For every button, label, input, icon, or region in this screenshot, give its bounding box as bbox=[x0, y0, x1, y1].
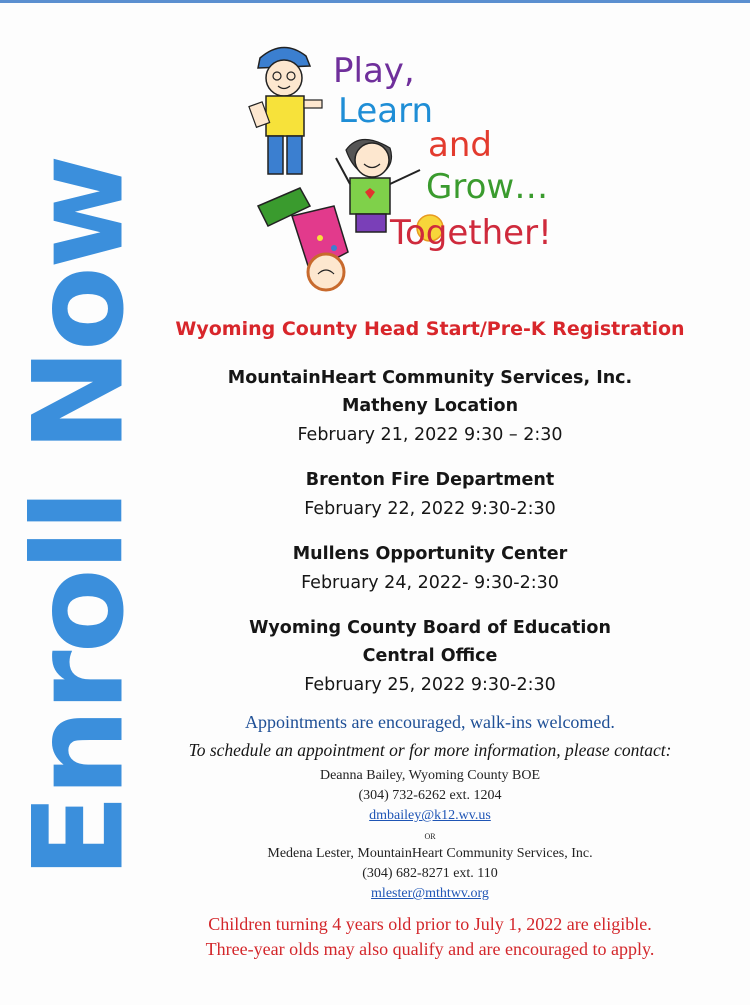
location-block-3 bbox=[150, 540, 710, 598]
location-1-subname: Matheny Location bbox=[341, 396, 519, 416]
boy-illustration bbox=[249, 47, 322, 174]
location-2-date: February 22, 2022 9:30-2:30 bbox=[304, 499, 556, 519]
location-1-name: MountainHeart Community Services, Inc. bbox=[227, 368, 633, 388]
location-1-date: February 21, 2022 9:30 – 2:30 bbox=[297, 425, 563, 445]
contact-2-phone: (304) 682-8271 ext. 110 bbox=[362, 866, 498, 881]
location-block-4 bbox=[150, 614, 710, 700]
location-3-name: Mullens Opportunity Center bbox=[292, 544, 568, 564]
eligibility-line-2: Three-year olds may also qualify and are encouraged to apply. bbox=[205, 939, 655, 959]
location-3-date: February 24, 2022- 9:30-2:30 bbox=[301, 573, 559, 593]
schedule-note: To schedule an appointment or for more information, please contact: bbox=[188, 740, 672, 760]
registration-title: Wyoming County Head Start/Pre-K Registration bbox=[175, 318, 685, 340]
contact-2-email-link[interactable]: mlester@mthtwv.org bbox=[371, 886, 489, 901]
eligibility-note bbox=[150, 912, 710, 962]
contact-2-name: Medena Lester, MountainHeart Community Services, Inc. bbox=[267, 846, 593, 861]
logo-grow: Grow… bbox=[426, 167, 549, 207]
location-4-subname: Central Office bbox=[362, 646, 498, 666]
location-4-date: February 25, 2022 9:30-2:30 bbox=[304, 675, 556, 695]
appointments-note: Appointments are encouraged, walk-ins welcomed. bbox=[245, 712, 615, 732]
logo-play: Play, bbox=[333, 51, 415, 91]
contact-1-email-link[interactable]: dmbailey@k12.wv.us bbox=[369, 808, 491, 823]
contact-2 bbox=[150, 844, 710, 904]
enroll-now-text: Enroll Now bbox=[7, 156, 152, 879]
enroll-now-banner bbox=[7, 45, 152, 990]
location-2-name: Brenton Fire Department bbox=[305, 470, 555, 490]
contact-1 bbox=[150, 766, 710, 826]
logo-and: and bbox=[428, 125, 492, 165]
contact-1-name: Deanna Bailey, Wyoming County BOE bbox=[319, 768, 540, 783]
contact-1-phone: (304) 732-6262 ext. 1204 bbox=[358, 788, 502, 803]
top-border bbox=[0, 0, 750, 3]
upside-down-child-illustration bbox=[258, 188, 348, 290]
play-learn-grow-logo bbox=[238, 38, 618, 306]
or-divider: OR bbox=[424, 832, 436, 841]
location-block-2 bbox=[150, 466, 710, 524]
location-4-name: Wyoming County Board of Education bbox=[249, 618, 611, 638]
logo-together: Together! bbox=[390, 213, 552, 253]
location-block-1 bbox=[150, 364, 710, 450]
logo-learn: Learn bbox=[338, 91, 434, 131]
eligibility-line-1: Children turning 4 years old prior to July 1, 2022 are eligible. bbox=[208, 914, 652, 934]
